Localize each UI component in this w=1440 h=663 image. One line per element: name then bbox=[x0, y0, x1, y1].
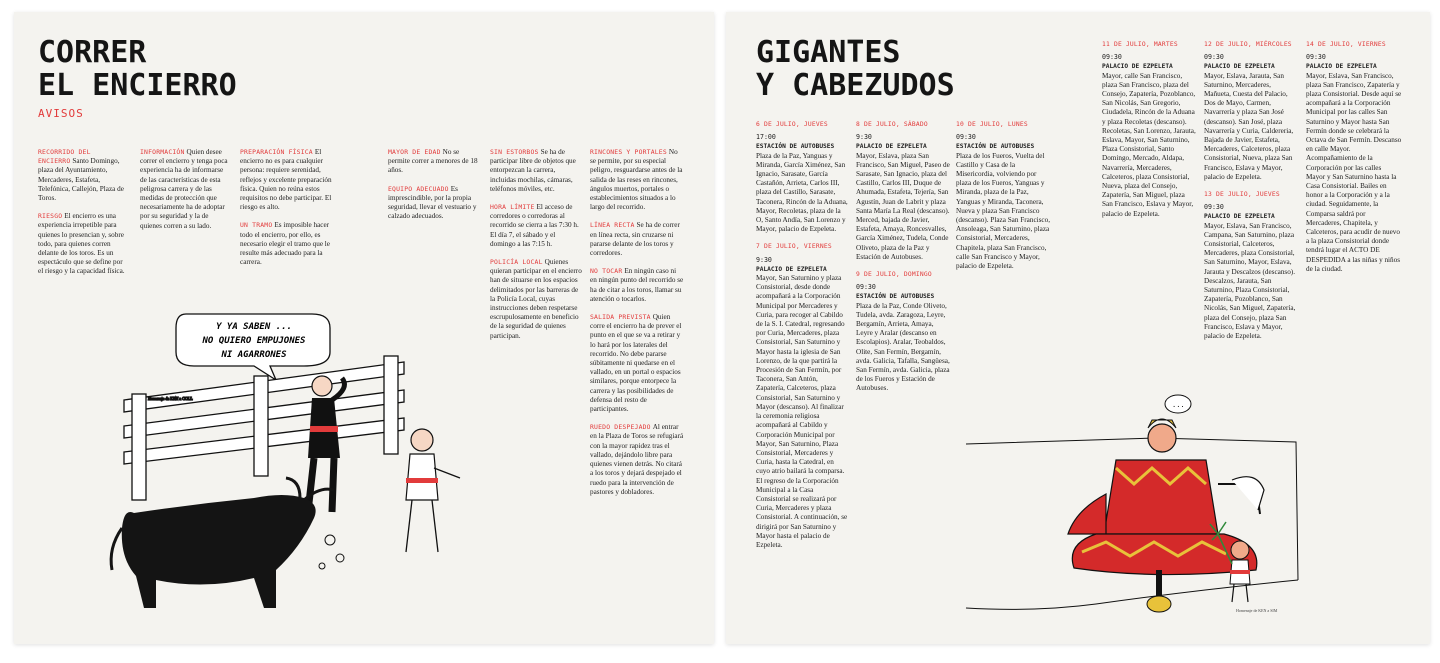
avisos-column-1 bbox=[38, 148, 128, 286]
aviso-item: RINCONES Y PORTALES No se permite, por su especial peligro, resguardarse antes de la salida de las reses en rincones, ángulos muertos, portales o establecimientos situados a lo largo del recorrido. bbox=[590, 148, 683, 212]
schedule-day: 8 DE JULIO, SÁBADO 9:30 PALACIO DE EZPELETA Mayor, Eslava, plaza San Francisco, San Miguel, Paseo de Sarasate, San Ignacio, plaza del Castillo, Carlos III, Duque de Ahumada, Estafeta, Tejería, San Agustín, Juan de Labrit y plaza Santa María La Real (descanso). Merced, bajada de Javier, Estafeta, Amaya, Roncesvalles, García Ximénez, Tudela, Conde Oliveto, plaza de la Paz y Estación de Autobuses. bbox=[856, 121, 950, 261]
avisos-column-2 bbox=[140, 148, 230, 240]
signature-left: Homenaje de KEN a COLL bbox=[148, 396, 193, 401]
schedule-day: 13 DE JULIO, JUEVES 09:30 PALACIO DE EZPELETA Mayor, Eslava, San Francisco, Campana, San Saturnino, plaza Consistorial, Calceteros, Mercaderes, plaza Consistorial, San Saturnino, Mayor, Eslava, Jarauta y Descalzos (descanso). Descalzos, Jarauta, San Saturnino, Plaza Consistorial, Zapatería, Pozoblanco, San Nicolás, San Miguel, Zapatería, plaza del Consejo, plaza San Francisco, Eslava y Mayor, palacio de Ezpeleta. bbox=[1204, 191, 1296, 341]
schedule-day: 9 DE JULIO, DOMINGO 09:30 ESTACIÓN DE AUTOBUSES Plaza de la Paz, Conde Oliveto, Tudela, avda. Zaragoza, Leyre, Bergamín, Arrieta, Amaya, Leyre y Aralar (descanso en Escolapios). Aralar, Teobaldos, Olite, San Fermín, Bergamín, avda. Galicia, Tafalla, Sangüesa, San Fermín, avda. Galicia, plaza de los Fueros y Estación de Autobuses. bbox=[856, 271, 950, 393]
aviso-item: PREPARACIÓN FÍSICA El encierro no es para cualquier persona: requiere serenidad, reflejos y excelente preparación física. Quien no reúna estos requisitos no debe participar. El riesgo es alto. bbox=[240, 148, 332, 212]
aviso-item: POLICÍA LOCAL Quienes quieran participar en el encierro han de situarse en los espacios delimitados por las barreras de la Policía Local, cuyas instrucciones deben respetarse escrupulosamente en beneficio de la seguridad de quienes participan. bbox=[490, 258, 582, 340]
avisos-column-4 bbox=[388, 148, 478, 230]
bubble-line-2: NO QUIERO EMPUJONES bbox=[202, 336, 306, 346]
left-title-line1: CORRER bbox=[38, 35, 147, 70]
bubble-line-1: Y YA SABEN ... bbox=[216, 322, 292, 332]
schedule-column-4 bbox=[1102, 40, 1196, 227]
schedule-day: 12 DE JULIO, MIÉRCOLES 09:30 PALACIO DE EZPELETA Mayor, Eslava, Jarauta, San Saturnino, Mercaderes, Mañueta, Cuesta del Palacio, Dos de Mayo, Carmen, Navarrería y plaza San José (descanso). San José, plaza Navarrería y Curia, Caldereria, Bajada de Javier, Estafeta, Mercaderes, Calceteros, plaza Consistorial, Nueva, plaza San Francisco, Eslava y Mayor, palacio de Ezpeleta. bbox=[1204, 41, 1294, 181]
schedule-column-1 bbox=[756, 120, 848, 558]
left-page bbox=[14, 12, 714, 644]
schedule-column-2 bbox=[856, 120, 950, 402]
bubble-line-3: NI AGARRONES bbox=[221, 350, 287, 360]
aviso-item: SIN ESTORBOS Se ha de participar libre de objetos que entorpezcan la carrera, incluidas mochilas, cámaras, teléfonos móviles, etc. bbox=[490, 148, 576, 193]
schedule-day: 7 DE JULIO, VIERNES 9:30 PALACIO DE EZPELETA Mayor, San Saturnino y plaza Consistorial, desde donde acompañará a la Corporación Municipal por Mercaderes y Curia, para recoger al Cabildo de la S. I. Catedral, regresando por Curia, Mercaderes, plaza Consistorial, San Saturnino y Mayor hasta la iglesia de San Lorenzo, de la que partirá la Procesión de San Fermín, por Taconera, San Antón, Zapatería, Calceteros, plaza Consistorial, San Saturnino y Mayor (descanso). Al finalizar la ceremonia religiosa acompañará al Cabildo y Corporación Municipal por Mayor, San Saturnino, Plaza Consistorial, Mercaderes y Curia, hasta la Catedral, en cuyo atrio bailará la comparsa. El regreso de la Corporación Municipal a la Casa Consistorial se realizará por Curia, Mercaderes y plaza Consistorial. A continuación, se dirigirá por San Saturnino y Mayor hasta el palacio de Ezpeleta. bbox=[756, 243, 848, 549]
aviso-item: NO TOCAR En ningún caso ni en ningún punto del recorrido se ha de citar a los toros, llamar su atención o tocarlos. bbox=[590, 267, 684, 303]
aviso-item: HORA LÍMITE El acceso de corredores o corredoras al recorrido se cierra a las 7:30 h. El día 7, el sábado y el domingo a las 7:15 h. bbox=[490, 203, 579, 248]
schedule-day: 6 DE JULIO, JUEVES 17:00 ESTACIÓN DE AUTOBUSES Plaza de la Paz, Yanguas y Miranda, García Ximénez, San Ignacio, Sarasate, García Castañón, Arrieta, Carlos III, plaza del Castillo, Sarasate, Taconera, Rincón de la Aduana, Mayor, Recoletas, plaza de la O, Santo Andía, San Lorenzo y Mayor, palacio de Ezpeleta. bbox=[756, 121, 848, 234]
left-subtitle: AVISOS bbox=[38, 107, 84, 120]
aviso-item: UN TRAMO Es imposible hacer todo el encierro, por ello, es necesario elegir el tramo que le resulte más adecuado para la carrera. bbox=[240, 221, 330, 267]
right-title-line1: GIGANTES bbox=[756, 35, 901, 70]
signature-right: Homenaje de KEN a SIM bbox=[1236, 608, 1278, 613]
aviso-item: RIESGO El encierro es una experiencia irrepetible para quienes lo presencian y, sobre todo, para quienes corren delante de los toros. Es un espectáculo que se define por el riesgo y la capacidad física. bbox=[38, 212, 125, 276]
right-page bbox=[726, 12, 1430, 644]
right-title-line2: Y CABEZUDOS bbox=[756, 68, 955, 103]
avisos-column-5 bbox=[490, 148, 582, 350]
avisos-column-6 bbox=[590, 148, 684, 506]
svg-text:...: ... bbox=[1172, 401, 1185, 409]
schedule-column-5 bbox=[1204, 40, 1298, 349]
thought-bubble bbox=[1165, 395, 1191, 413]
speech-bubble bbox=[176, 314, 330, 380]
aviso-item: RECORRIDO DEL ENCIERRO Santo Domingo, plaza del Ayuntamiento, Mercaderes, Estafeta, Telefónica, Callejón, Plaza de Toros. bbox=[38, 148, 124, 203]
schedule-day: 14 DE JULIO, VIERNES 09:30 PALACIO DE EZPELETA Mayor, Eslava, San Francisco, plaza San Francisco, Zapatería y plaza Consistorial. Desde aquí se acompañará a la Corporación Municipal por las calles San Saturnino y Mayor hasta San Fermín donde se celebrará la Octava de San Fermín. Descanso en calle Mayor. Acompañamiento de la Corporación por las calles Mayor y San Saturnino hasta la Casa Consistorial. Bailes en honor a la Corporación y a la ciudad. Seguidamente, la Comparsa saldrá por Mercaderes, Chapitela, y Calceteros, para acudir de nuevo a la plaza Consistorial donde tendrá lugar el ACTO DE DESPEDIDA a las niñas y niños de la ciudad. bbox=[1306, 41, 1402, 273]
wooden-fence bbox=[124, 356, 404, 500]
schedule-day: 11 DE JULIO, MARTES 09:30 PALACIO DE EZPELETA Mayor, calle San Francisco, plaza San Francisco, plaza del Consejo, Zapatería, Pozoblanco, San Nicolás, San Gregorio, Ciudadela, Rincón de la Aduana y plaza Recoletas (descanso). Recoletas, San Lorenzo, Jarauta, Eslava, Mayor, San Saturnino, Plaza Consistorial, Santo Domingo, Mercado, Aldapa, Navarrería, Mercaderes, Calceteros, plaza Consistorial, Nueva, plaza del Consejo, Zapatería, San Miguel, plaza San Francisco, Eslava y Mayor, palacio de Ezpeleta. bbox=[1102, 41, 1196, 218]
aviso-item: LÍNEA RECTA Se ha de correr en línea recta, sin cruzarse ni pararse delante de los toros y corredores. bbox=[590, 221, 680, 258]
right-title bbox=[756, 36, 955, 102]
aviso-item: EQUIPO ADECUADO Es imprescindible, por la propia seguridad, llevar el vestuario y calzado adecuados. bbox=[388, 184, 477, 221]
gigantes-illustration bbox=[956, 384, 1326, 620]
schedule-day: 10 DE JULIO, LUNES 09:30 ESTACIÓN DE AUTOBUSES Plaza de los Fueros, Vuelta del Castillo y Casa de la Misericordia, volviendo por plaza de los Fueros, Yanguas y Miranda, plaza de la Paz, Yanguas y Miranda, Taconera, Nueva y plaza San Francisco (descanso). Plaza San Francisco, Ansoleaga, San Saturnino, plaza Consistorial, Mercaderes, Chapitela, plaza San Francisco, calle San Francisco y Mayor, palacio de Ezpeleta. bbox=[956, 121, 1051, 271]
dust-puffs bbox=[319, 535, 344, 569]
avisos-column-3 bbox=[240, 148, 332, 276]
left-title-line2: EL ENCIERRO bbox=[38, 68, 237, 103]
aviso-item: MAYOR DE EDAD No se permite correr a menores de 18 años. bbox=[388, 148, 478, 175]
left-title bbox=[38, 36, 237, 102]
encierro-illustration bbox=[104, 308, 484, 638]
spectator-figure bbox=[406, 429, 460, 552]
schedule-column-3 bbox=[956, 120, 1050, 279]
aviso-item: RUEDO DESPEJADO Al entrar en la Plaza de Toros se refugiará con la mayor rapidez tras el vallado, dejándolo libre para quienes vienen detrás. No citará a los toros y dejará despejado el ruedo para la intervención de pastores y dobladores. bbox=[590, 423, 684, 496]
aviso-item: INFORMACIÓN Quien desee correr el encierro y tenga poca experiencia ha de informarse de las características de esta peligrosa carrera y de las medidas de protección que necesariamente ha de adoptar por su seguridad y la de quienes corren a su lado. bbox=[140, 148, 228, 230]
schedule-column-6 bbox=[1306, 40, 1402, 282]
aviso-item: SALIDA PREVISTA Quien corre el encierro ha de prever el punto en el que se va a retirar y lo hará por los laterales del recorrido. No debe pararse súbitamente ni quedarse en el vallado, en un portal o espacios similares, porque entorpece la carrera y las posibilidades de defensa del resto de participantes. bbox=[590, 313, 682, 414]
